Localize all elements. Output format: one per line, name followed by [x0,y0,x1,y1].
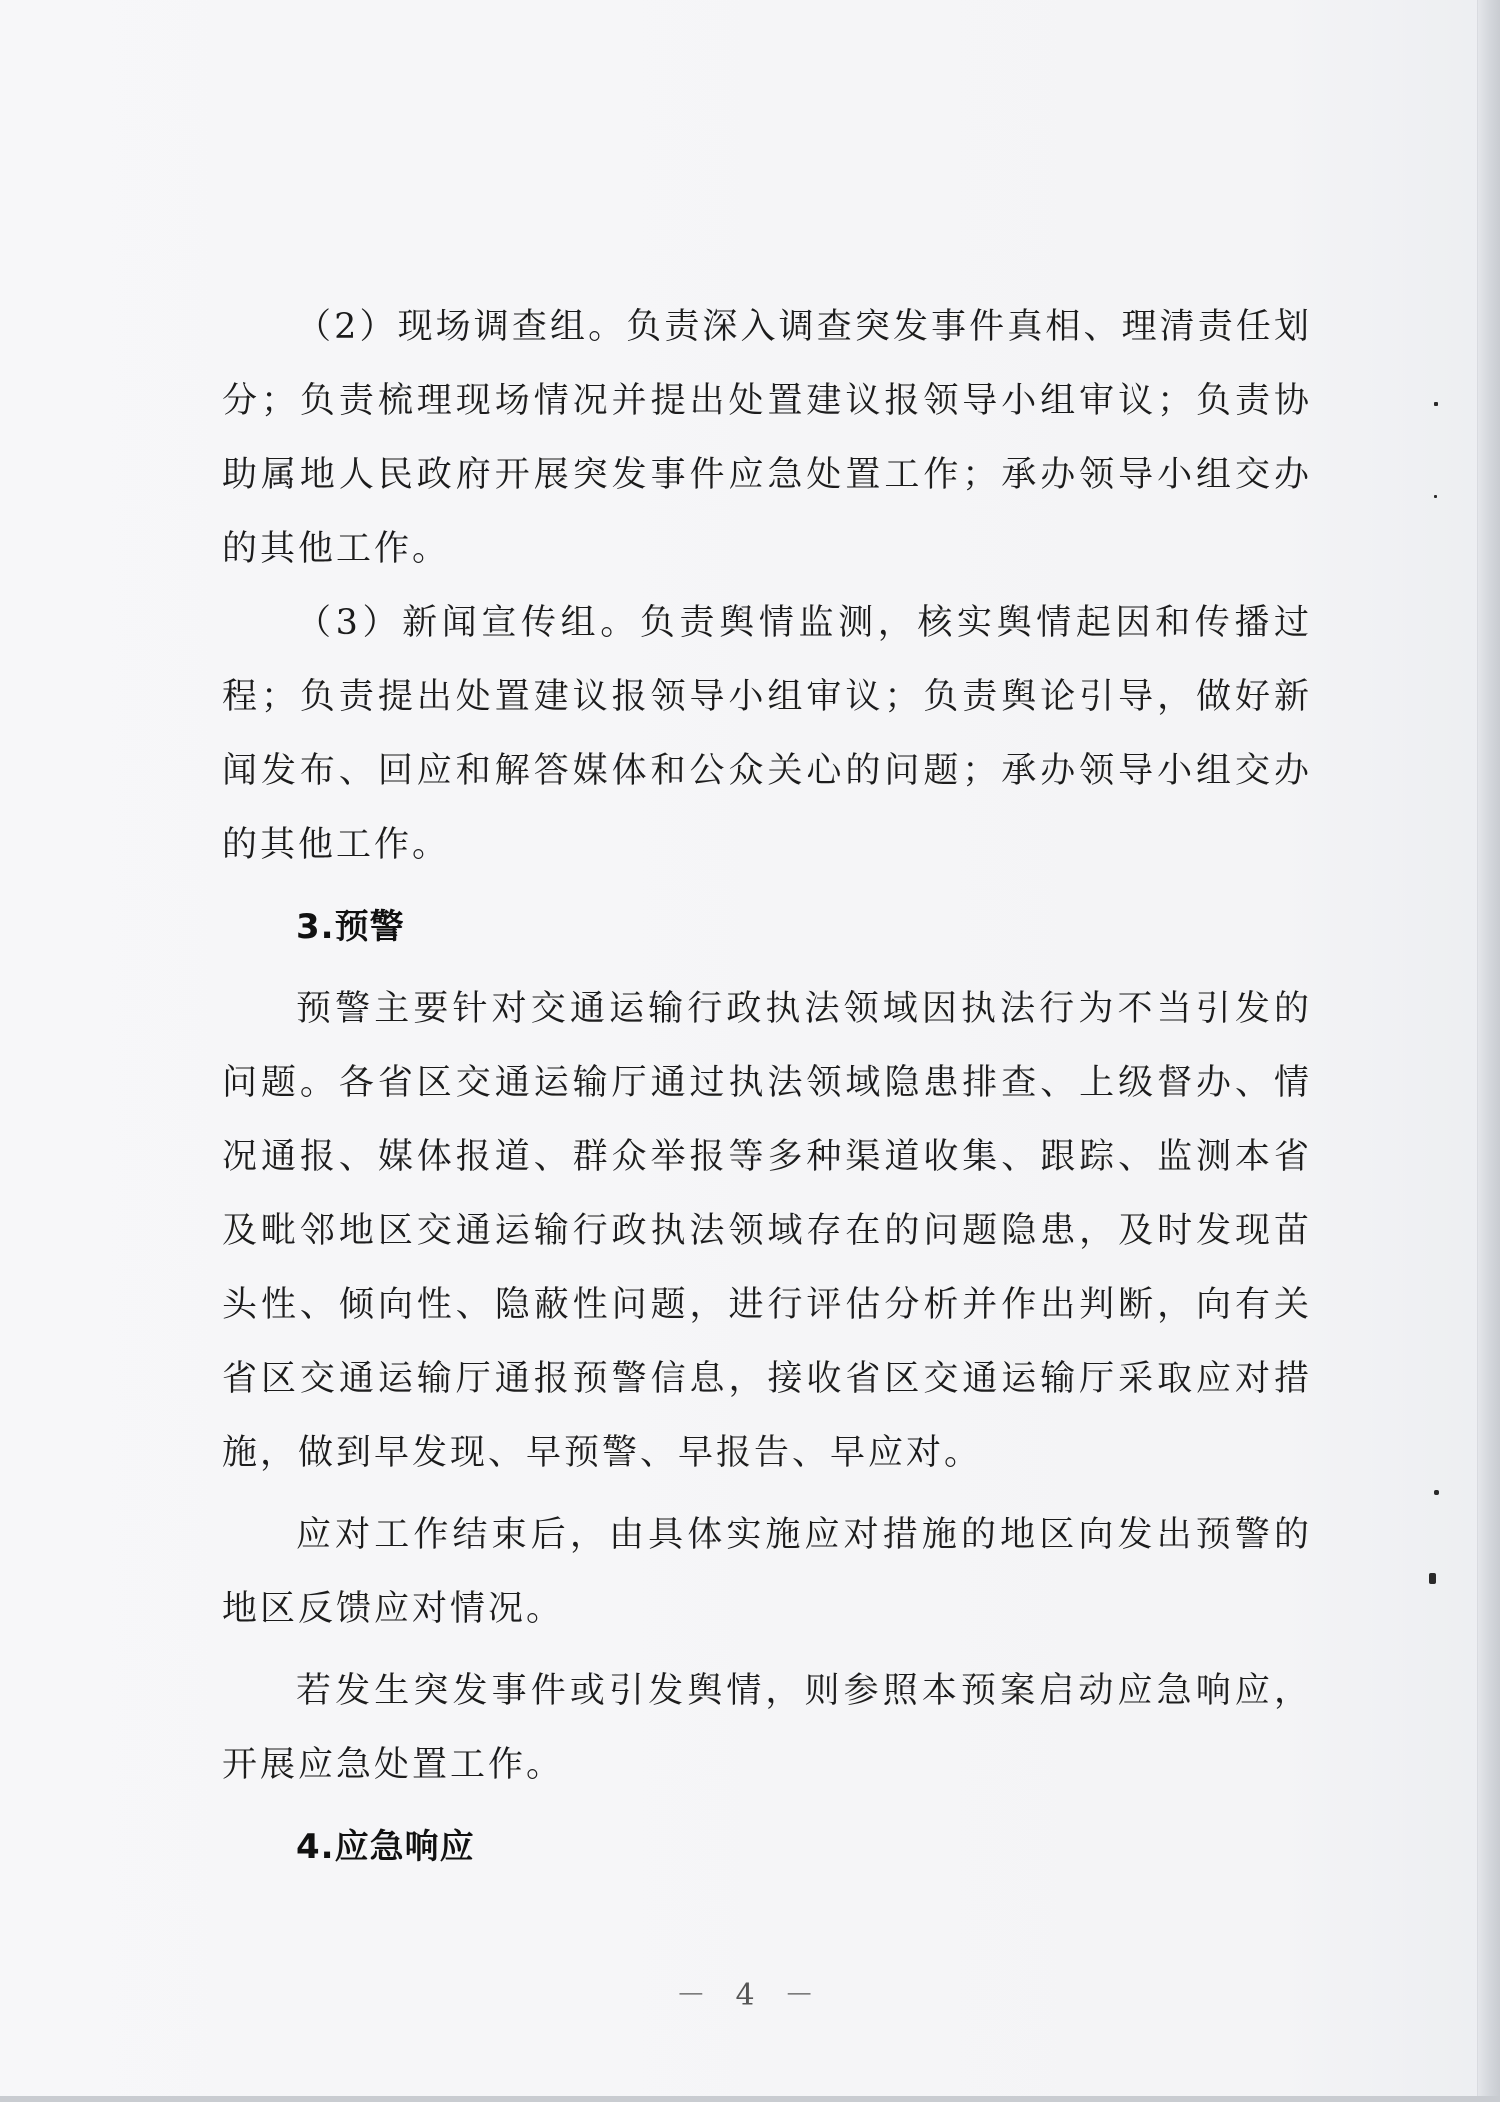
scan-mark [1429,1573,1436,1584]
paragraph-news-publicity-group: （3）新闻宣传组。负责舆情监测，核实舆情起因和传播过程；负责提出处置建议报领导小组审议；负责舆论引导，做好新闻发布、回应和解答媒体和公众关心的问题；承办领导小组交办的其他工作。 [222,603,1312,865]
document-body [222,290,1312,1884]
paragraph-warning-scope: 预警主要针对交通运输行政执法领域因执法行为不当引发的问题。各省区交通运输厅通过执法领域隐患排查、上级督办、情况通报、媒体报道、群众举报等多种渠道收集、跟踪、监测本省及毗邻地区交通运输行政执法领域存在的问题隐患，及时发现苗头性、倾向性、隐蔽性问题，进行评估分析并作出判断，向有关省区交通运输厅通报预警信息，接收省区交通运输厅采取应对措施，做到早发现、早预警、早报告、早应对。 [222,989,1312,1473]
paragraph-warning-escalation: 若发生突发事件或引发舆情，则参照本预案启动应急响应，开展应急处置工作。 [222,1671,1312,1785]
section-heading-emergency-response: 4.应急响应 [296,1827,475,1867]
scan-mark [1434,495,1437,498]
page-number: － 4 － [675,1978,825,2013]
section-heading-early-warning: 3.预警 [296,907,405,947]
scan-edge-strip [1477,0,1500,2102]
scan-mark [1434,1490,1439,1495]
scan-mark [1434,402,1438,406]
paragraph-field-investigation-group: （2）现场调查组。负责深入调查突发事件真相、理清责任划分；负责梳理现场情况并提出处置建议报领导小组审议；负责协助属地人民政府开展突发事件应急处置工作；承办领导小组交办的其他工作。 [222,307,1312,569]
scan-bottom-strip [0,2096,1500,2102]
paragraph-warning-feedback: 应对工作结束后，由具体实施应对措施的地区向发出预警的地区反馈应对情况。 [222,1515,1312,1629]
